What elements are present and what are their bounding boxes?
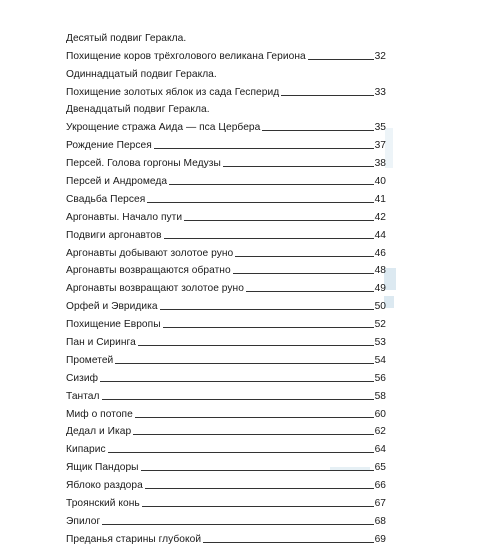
toc-leader-line <box>169 184 373 185</box>
toc-entry <box>66 99 386 117</box>
toc-entry <box>66 421 386 439</box>
toc-leader-line <box>142 506 374 507</box>
toc-entry <box>66 81 386 99</box>
toc-entry <box>66 331 386 349</box>
toc-leader-line <box>235 256 373 257</box>
toc-leader-line <box>233 273 374 274</box>
table-of-contents <box>66 27 386 546</box>
toc-entry-title: Аргонавты возвращаются обратно <box>66 265 231 277</box>
toc-entry-title: Пан и Сиринга <box>66 337 136 349</box>
toc-entry-page: 56 <box>374 372 386 384</box>
toc-entry-page: 42 <box>374 211 386 223</box>
toc-entry-page: 52 <box>374 319 386 331</box>
toc-entry <box>66 152 386 170</box>
toc-leader-line <box>246 291 374 292</box>
toc-entry-page: 67 <box>374 498 386 510</box>
toc-entry-title: Троянский конь <box>66 498 140 510</box>
toc-entry-page: 66 <box>374 480 386 492</box>
toc-entry <box>66 134 386 152</box>
toc-leader-line <box>102 399 374 400</box>
toc-entry <box>66 456 386 474</box>
toc-entry-page: 40 <box>374 176 386 188</box>
toc-entry-page: 48 <box>374 265 386 277</box>
toc-entry <box>66 45 386 63</box>
toc-entry <box>66 474 386 492</box>
toc-entry <box>66 403 386 421</box>
toc-entry <box>66 242 386 260</box>
toc-entry <box>66 349 386 367</box>
toc-entry-title: Одиннадцатый подвиг Геракла. <box>66 68 217 80</box>
toc-entry-title: Прометей <box>66 354 114 366</box>
toc-leader-line <box>223 166 374 167</box>
toc-leader-line <box>133 434 373 435</box>
toc-entry-title: Миф о потопе <box>66 408 133 420</box>
toc-entry-title: Десятый подвиг Геракла. <box>66 32 187 44</box>
toc-entry <box>66 260 386 278</box>
toc-entry <box>66 116 386 134</box>
toc-leader-line <box>102 524 373 525</box>
toc-entry-title: Яблоко раздора <box>66 480 143 492</box>
toc-leader-line <box>147 202 373 203</box>
toc-entry-page: 38 <box>374 158 386 170</box>
toc-entry-page: 68 <box>374 515 386 527</box>
toc-entry-page: 35 <box>374 122 386 134</box>
toc-leader-line <box>145 488 374 489</box>
toc-leader-line <box>154 148 374 149</box>
toc-leader-line <box>141 470 374 471</box>
toc-entry <box>66 170 386 188</box>
toc-entry <box>66 63 386 81</box>
toc-entry-title: Укрощение стража Аида — пса Цербера <box>66 122 261 134</box>
toc-entry-page: 44 <box>374 229 386 241</box>
toc-entry-page: 62 <box>374 426 386 438</box>
toc-leader-line <box>108 452 374 453</box>
toc-entry <box>66 528 386 546</box>
toc-entry-title: Аргонавты. Начало пути <box>66 211 183 223</box>
toc-leader-line <box>203 542 373 543</box>
toc-entry <box>66 438 386 456</box>
toc-leader-line <box>308 59 374 60</box>
toc-entry-page: 69 <box>374 533 386 545</box>
toc-leader-line <box>164 238 374 239</box>
toc-entry-title: Сизиф <box>66 372 99 384</box>
toc-leader-line <box>135 417 374 418</box>
toc-entry-page: 54 <box>374 354 386 366</box>
toc-entry-page: 64 <box>374 444 386 456</box>
toc-leader-line <box>100 381 374 382</box>
toc-entry-page: 60 <box>374 408 386 420</box>
toc-entry <box>66 206 386 224</box>
toc-entry-title: Похищение Европы <box>66 319 161 331</box>
toc-entry-page: 46 <box>374 247 386 259</box>
toc-entry-title: Свадьба Персея <box>66 193 146 205</box>
toc-entry <box>66 295 386 313</box>
toc-entry <box>66 492 386 510</box>
toc-entry-title: Кипарис <box>66 444 106 456</box>
toc-entry <box>66 224 386 242</box>
toc-entry-page: 37 <box>374 140 386 152</box>
toc-entry-title: Преданья старины глубокой <box>66 533 202 545</box>
toc-entry <box>66 27 386 45</box>
toc-entry-title: Аргонавты возвращают золотое руно <box>66 283 244 295</box>
toc-entry <box>66 367 386 385</box>
toc-entry-page: 49 <box>374 283 386 295</box>
toc-leader-line <box>138 345 374 346</box>
toc-entry-page: 53 <box>374 337 386 349</box>
toc-entry-title: Персей. Голова горгоны Медузы <box>66 158 221 170</box>
toc-entry <box>66 510 386 528</box>
toc-entry-title: Двенадцатый подвиг Геракла. <box>66 104 210 116</box>
toc-entry-page: 65 <box>374 462 386 474</box>
toc-entry-page: 50 <box>374 301 386 313</box>
toc-leader-line <box>184 220 373 221</box>
toc-entry-title: Похищение коров трёхголового великана Гериона <box>66 50 306 62</box>
toc-entry-title: Аргонавты добывают золотое руно <box>66 247 234 259</box>
toc-entry-title: Тантал <box>66 390 100 402</box>
toc-entry-title: Эпилог <box>66 515 101 527</box>
toc-entry-title: Рождение Персея <box>66 140 152 152</box>
toc-entry-page: 58 <box>374 390 386 402</box>
toc-entry <box>66 277 386 295</box>
toc-leader-line <box>163 327 374 328</box>
toc-entry-page: 33 <box>374 86 386 98</box>
toc-entry-page: 32 <box>374 50 386 62</box>
toc-leader-line <box>115 363 373 364</box>
toc-leader-line <box>281 95 373 96</box>
toc-leader-line <box>160 309 374 310</box>
toc-entry <box>66 385 386 403</box>
toc-entry-title: Дедал и Икар <box>66 426 132 438</box>
toc-entry-title: Персей и Андромеда <box>66 176 168 188</box>
toc-entry-title: Орфей и Эвридика <box>66 301 158 313</box>
toc-entry-title: Похищение золотых яблок из сада Гесперид <box>66 86 280 98</box>
toc-leader-line <box>262 130 373 131</box>
toc-entry-page: 41 <box>374 193 386 205</box>
toc-entry-title: Ящик Пандоры <box>66 462 139 474</box>
bleed-through-mark <box>385 128 393 168</box>
toc-entry <box>66 188 386 206</box>
toc-entry-title: Подвиги аргонавтов <box>66 229 162 241</box>
toc-entry <box>66 313 386 331</box>
